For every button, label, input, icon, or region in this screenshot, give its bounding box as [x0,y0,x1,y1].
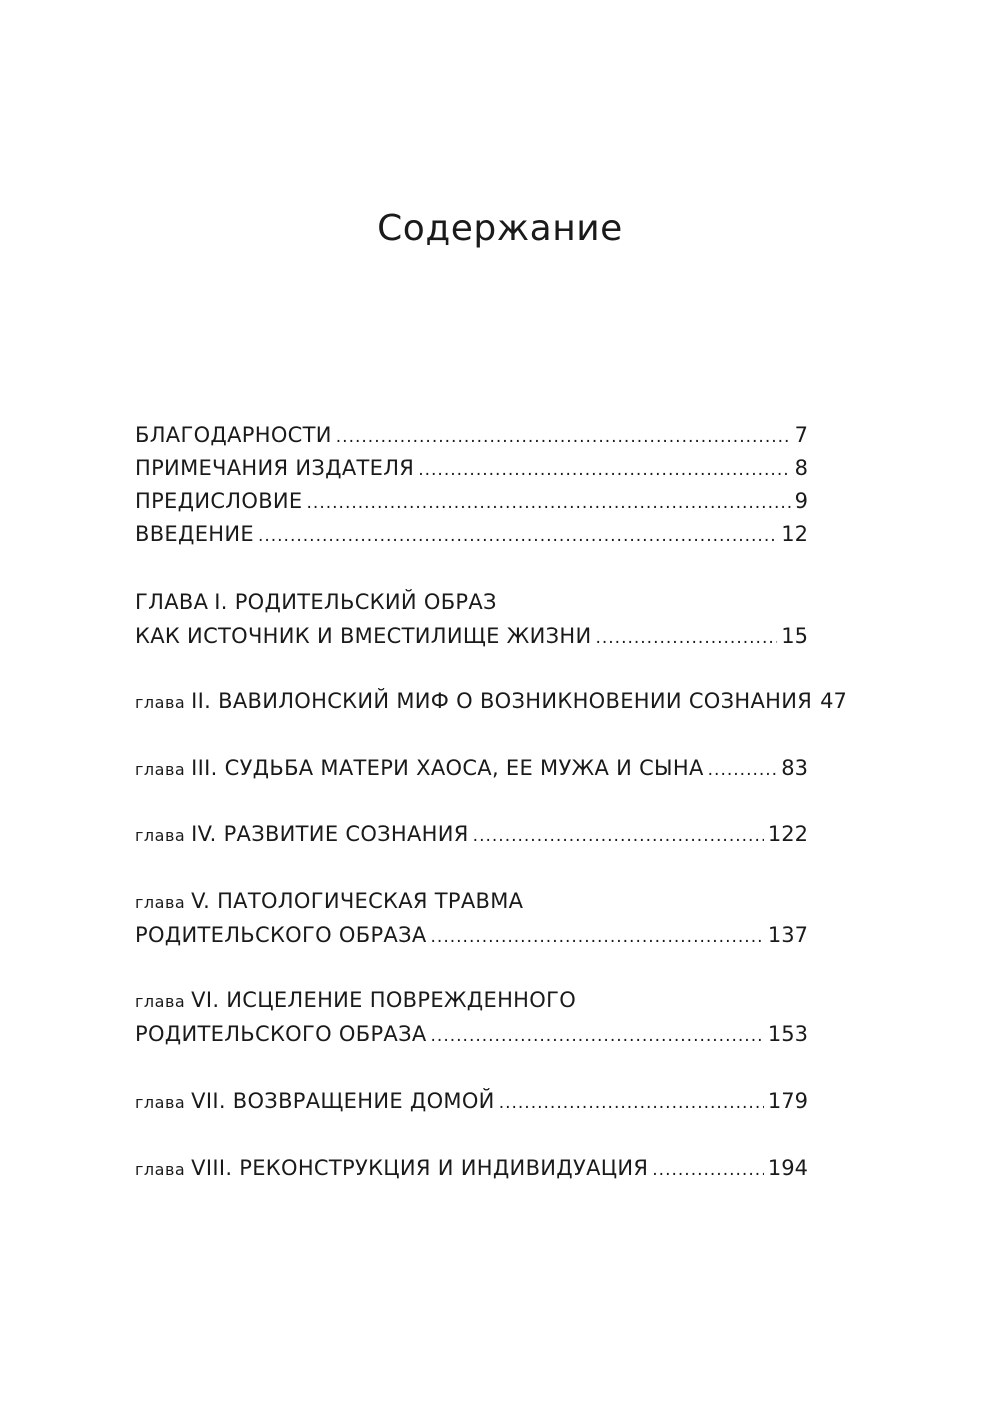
toc-entry-title: ВВЕДЕНИЕ [135,522,254,546]
toc-entry-title [135,817,469,853]
toc-entry-introduction[interactable] [135,517,808,551]
chapter-prefix: глава [135,826,186,845]
dot-leader [307,484,791,520]
toc-page-number: 7 [794,423,808,447]
toc-entry-chapter-7[interactable] [135,1084,808,1118]
toc-entry-preface[interactable] [135,484,808,518]
dot-leader [499,1084,764,1120]
toc-page-number: 153 [767,1022,808,1046]
toc-page-number: 47 [820,689,847,713]
chapter-title-line2: КАК ИСТОЧНИК И ВМЕСТИЛИЩЕ ЖИЗНИ [135,624,592,648]
chapter-title-line1: VI. ИСЦЕЛЕНИЕ ПОВРЕЖДЕННОГО [191,988,577,1012]
toc-page-number: 122 [767,822,808,846]
toc-entry-title [135,751,704,787]
toc-page-number: 15 [781,624,808,648]
chapter-title: III. СУДЬБА МАТЕРИ ХАОСА, ЕЕ МУЖА И СЫНА [191,756,704,780]
dot-leader [431,918,764,954]
chapter-prefix: глава [135,693,186,712]
toc-page-number: 83 [781,756,808,780]
chapter-prefix: ГЛАВА [135,590,209,614]
chapter-prefix: глава [135,893,186,912]
toc-entry-chapter-2[interactable] [135,684,847,718]
dot-leader [595,619,777,655]
toc-entry-chapter-8[interactable] [135,1151,808,1185]
toc-page-number: 194 [767,1156,808,1180]
chapter-title-line1: V. ПАТОЛОГИЧЕСКАЯ ТРАВМА [191,889,524,913]
toc-entry-title [135,1084,495,1120]
toc-entry-title [135,983,576,1019]
toc-entry-chapter-3[interactable] [135,751,808,785]
dot-leader [473,817,764,853]
toc-entry-title [135,585,497,619]
dot-leader [418,451,790,487]
chapter-prefix: глава [135,760,186,779]
toc-entry-chapter-5[interactable] [135,884,808,952]
toc-entry-title [135,684,812,720]
dot-leader [652,1151,764,1187]
toc-page-number: 179 [767,1089,808,1113]
toc-entry-chapter-6[interactable] [135,983,808,1051]
dot-leader [258,517,777,553]
toc-page-number: 137 [767,923,808,947]
chapter-title: VII. ВОЗВРАЩЕНИЕ ДОМОЙ [191,1089,495,1113]
toc-entry-title: ПРИМЕЧАНИЯ ИЗДАТЕЛЯ [135,456,415,480]
toc-entry-title [135,884,523,920]
chapter-prefix: глава [135,1160,186,1179]
toc-entry-chapter-4[interactable] [135,817,808,851]
toc-page-number: 8 [794,456,808,480]
chapter-title-line2: РОДИТЕЛЬСКОГО ОБРАЗА [135,923,427,947]
chapter-prefix: глава [135,1093,186,1112]
toc-entry-acknowledgements[interactable] [135,418,808,452]
dot-leader [431,1017,764,1053]
chapter-title: IV. РАЗВИТИЕ СОЗНАНИЯ [191,822,469,846]
chapter-prefix: глава [135,992,186,1011]
chapter-title-line2: РОДИТЕЛЬСКОГО ОБРАЗА [135,1022,427,1046]
dot-leader [336,418,791,454]
toc-entry-chapter-1[interactable] [135,585,808,653]
toc-entry-title: БЛАГОДАРНОСТИ [135,423,332,447]
toc-entry-publisher-notes[interactable] [135,451,808,485]
chapter-title: II. ВАВИЛОНСКИЙ МИФ О ВОЗНИКНОВЕНИИ СОЗНАНИЯ [191,689,813,713]
toc-entry-title [135,1151,648,1187]
toc-entry-title: ПРЕДИСЛОВИЕ [135,489,303,513]
dot-leader [708,751,778,787]
toc-page-number: 9 [794,489,808,513]
chapter-title: VIII. РЕКОНСТРУКЦИЯ И ИНДИВИДУАЦИЯ [191,1156,649,1180]
toc-page-number: 12 [781,522,808,546]
page-title: Содержание [377,208,623,249]
chapter-title-line1: I. РОДИТЕЛЬСКИЙ ОБРАЗ [214,590,497,614]
